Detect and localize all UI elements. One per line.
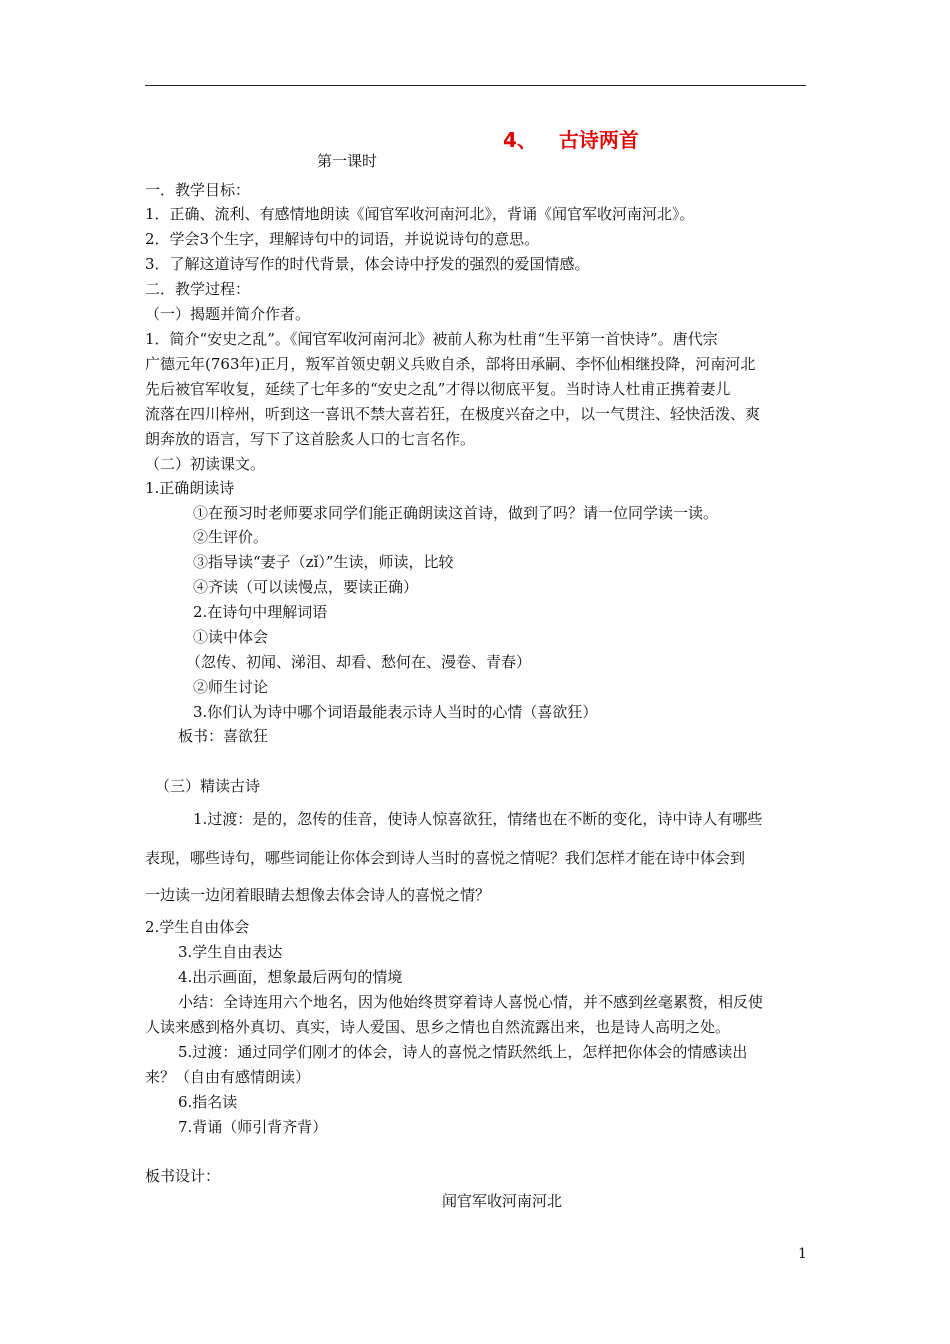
- subsection-heading: （二）初读课文。: [145, 455, 266, 473]
- step-line: ③指导读“妻子（zǐ）”生读，师读，比较: [193, 553, 454, 571]
- paragraph-line: 流落在四川梓州，听到这一喜讯不禁大喜若狂，在极度兴奋之中，以一气贯注、轻快活泼、爽: [145, 405, 761, 423]
- header-rule: [145, 85, 806, 86]
- paragraph-line: 1.过渡：是的，忽传的佳音，使诗人惊喜欲狂，情绪也在不断的变化，诗中诗人有哪些: [193, 810, 763, 828]
- step-line: 3.学生自由表达: [178, 943, 283, 961]
- summary-line: 人读来感到格外真切、真实，诗人爱国、思乡之情也自然流露出来，也是诗人高明之处。: [145, 1018, 731, 1036]
- paragraph-line: 表现，哪些诗句，哪些词能让你体会到诗人当时的喜悦之情呢？我们怎样才能在诗中体会到: [145, 849, 746, 867]
- lesson-label: 第一课时: [317, 152, 378, 170]
- paragraph-line: 一边读一边闭着眼睛去想像去体会诗人的喜悦之情？: [145, 886, 491, 904]
- paragraph-line: 朗奔放的语言，写下了这首脍炙人口的七言名作。: [145, 430, 476, 448]
- step-line: ④齐读（可以读慢点，要读正确）: [193, 578, 419, 596]
- subsection-heading: （三）精读古诗: [155, 777, 261, 795]
- step-line: ①读中体会: [193, 628, 269, 646]
- step-line: 4.出示画面，想象最后两句的情境: [178, 968, 403, 986]
- goal-line: 1．正确、流利、有感情地朗读《闻官军收河南河北》，背诵《闻官军收河南河北》。: [145, 205, 695, 223]
- step-line: 来？（自由有感情朗读）: [145, 1068, 311, 1086]
- title-text: 古诗两首: [558, 128, 639, 152]
- step-line: 3.你们认为诗中哪个词语最能表示诗人当时的心情（喜欲狂）: [193, 703, 598, 721]
- step-line: 1.正确朗读诗: [145, 479, 235, 497]
- step-line: ②师生讨论: [193, 678, 269, 696]
- section-heading: 二．教学过程：: [145, 280, 251, 298]
- subsection-heading: （一）揭题并简介作者。: [145, 305, 311, 323]
- board-design-label: 板书设计：: [145, 1167, 221, 1185]
- step-line: ②生评价。: [193, 528, 269, 546]
- paragraph-line: 先后被官军收复，延续了七年多的“安史之乱”才得以彻底平复。当时诗人杜甫正携着妻儿: [145, 380, 731, 398]
- goal-line: 2．学会3个生字，理解诗句中的词语，并说说诗句的意思。: [145, 230, 540, 248]
- goal-line: 3．了解这道诗写作的时代背景，体会诗中抒发的强烈的爱国情感。: [145, 255, 590, 273]
- step-line: 5.过渡：通过同学们刚才的体会，诗人的喜悦之情跃然纸上，怎样把你体会的情感读出: [178, 1043, 748, 1061]
- step-line: 2.学生自由体会: [145, 918, 250, 936]
- paragraph-line: 广德元年(763年)正月，叛军首领史朝义兵败自杀，部将田承嗣、李怀仙相继投降，河南河北: [145, 355, 756, 373]
- step-line: ①在预习时老师要求同学们能正确朗读这首诗，做到了吗？请一位同学读一读。: [193, 504, 719, 522]
- step-line: （忽传、初闻、涕泪、却看、愁何在、漫卷、青春）: [186, 653, 532, 671]
- paragraph-line: 1．简介“安史之乱”。《闻官军收河南河北》被前人称为杜甫“生平第一首快诗”。唐代宗: [145, 330, 718, 348]
- page-title: [503, 124, 639, 153]
- board-design-title: 闻官军收河南河北: [442, 1192, 563, 1210]
- step-line: 2.在诗句中理解词语: [193, 603, 328, 621]
- board-note: 板书：喜欲狂: [178, 727, 269, 745]
- summary-line: 小结：全诗连用六个地名，因为他始终贯穿着诗人喜悦心情，并不感到丝毫累赘，相反使: [178, 993, 764, 1011]
- step-line: 7.背诵（师引背齐背）: [178, 1118, 328, 1136]
- page-number: 1: [798, 1246, 807, 1262]
- title-number: 4、: [503, 128, 537, 152]
- section-heading: 一．教学目标：: [145, 181, 251, 199]
- step-line: 6.指名读: [178, 1093, 238, 1111]
